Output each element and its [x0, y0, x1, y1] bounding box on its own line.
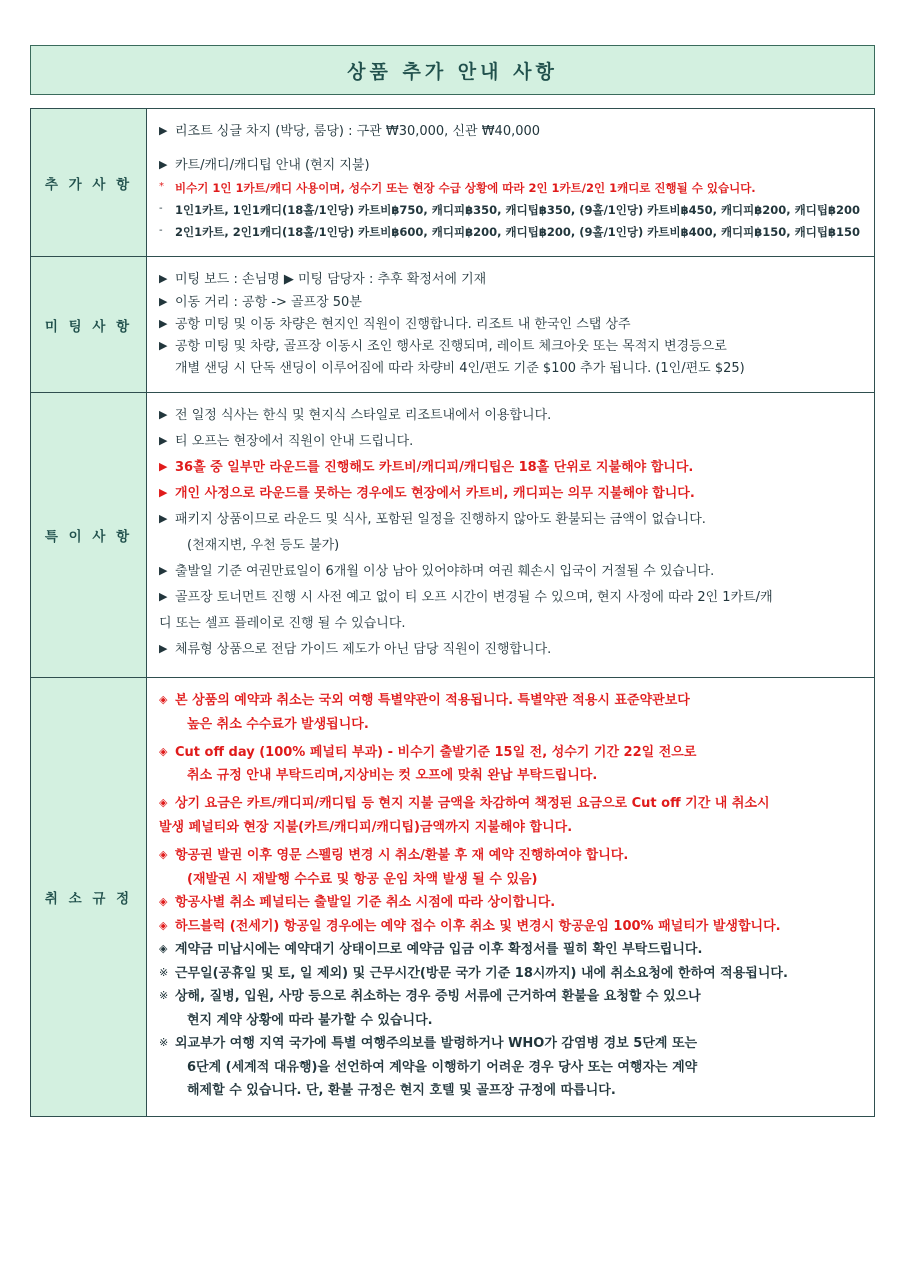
list-item-policy — [159, 892, 864, 913]
list-item-text: 공항 미팅 및 차량, 골프장 이동시 조인 행사로 진행되며, 레이트 체크아웃 또는 목적지 변경등으로 — [175, 338, 727, 354]
list-item-text: 해제할 수 있습니다. 단, 환불 규정은 현지 호텔 및 골프장 규정에 따릅니다. — [187, 1083, 616, 1099]
row-label-special-text: 특 이 사 항 — [44, 528, 133, 545]
list-item-continuation — [159, 765, 864, 786]
triangle-bullet-icon: ▶ — [159, 316, 168, 330]
dash-bullet-icon: - — [159, 225, 163, 237]
triangle-bullet-icon: ▶ — [159, 433, 168, 447]
list-item-continuation — [159, 535, 864, 556]
list-item-warning — [159, 457, 864, 478]
list-item-text: 취소 규정 안내 부탁드리며,지상비는 컷 오프에 맞춰 완납 부탁드립니다. — [187, 768, 598, 784]
reference-mark-icon: ※ — [159, 965, 169, 979]
list-item — [159, 121, 864, 142]
list-item-continuation — [159, 613, 864, 634]
list-item-text: 1인1카트, 1인1캐디(18홀/1인당) 카트비฿750, 캐디피฿350, 캐디팁฿350, (9홀/1인당) 카트비฿450, 캐디피฿200, 캐디팁฿200 — [175, 203, 860, 218]
list-item-text: 상기 요금은 카트/캐디피/캐디팁 등 현지 지불 금액을 차감하여 책정된 요금으로 Cut off 기간 내 취소시 — [175, 796, 770, 812]
triangle-bullet-icon: ▶ — [159, 338, 168, 352]
row-label-additional — [31, 109, 147, 256]
triangle-bullet-icon: ▶ — [159, 485, 168, 499]
list-item-text: 공항 미팅 및 이동 차량은 현지인 직원이 진행합니다. 리조트 내 한국인 스탭 상주 — [175, 316, 631, 332]
list-item — [159, 314, 864, 335]
list-item-note — [159, 986, 864, 1007]
triangle-bullet-icon: ▶ — [159, 511, 168, 525]
list-item-text: 현지 계약 상황에 따라 불가할 수 있습니다. — [187, 1012, 433, 1028]
list-item-continuation — [159, 1010, 864, 1031]
list-item — [159, 292, 864, 313]
list-item-text: 외교부가 여행 지역 국가에 특별 여행주의보를 발령하거나 WHO가 감염병 경보 5단계 또는 — [175, 1036, 698, 1052]
row-body-special — [147, 393, 874, 677]
row-body-meeting — [147, 257, 874, 391]
list-item-policy — [159, 939, 864, 960]
list-item-text: 계약금 미납시에는 예약대기 상태이므로 예약금 입금 이후 확정서를 필히 확인 부탁드립니다. — [175, 942, 703, 958]
list-item-text: Cut off day (100% 페널티 부과) - 비수기 출발기준 15일 전, 성수기 기간 22일 전으로 — [175, 744, 697, 760]
list-item-warning — [159, 178, 864, 198]
list-item-policy — [159, 742, 864, 763]
list-item — [159, 405, 864, 426]
document-title-banner — [30, 45, 875, 95]
list-item-text: 비수기 1인 1카트/캐디 사용이며, 성수기 또는 현장 수급 상황에 따라 2인 1카트/2인 1캐디로 진행될 수 있습니다. — [175, 181, 756, 196]
reference-mark-icon: ※ — [159, 989, 169, 1003]
list-item — [159, 561, 864, 582]
table-row-meeting — [31, 257, 874, 392]
list-item — [159, 431, 864, 452]
triangle-bullet-icon: ▶ — [159, 590, 168, 604]
list-item-continuation — [159, 1080, 864, 1101]
list-item-text: 상해, 질병, 입원, 사망 등으로 취소하는 경우 증빙 서류에 근거하여 환불을 요청할 수 있으나 — [175, 989, 701, 1005]
triangle-bullet-icon: ▶ — [159, 563, 168, 577]
diamond-bullet-icon: ◈ — [159, 918, 168, 932]
triangle-bullet-icon: ▶ — [159, 272, 168, 286]
row-label-additional-text: 추 가 사 항 — [44, 176, 133, 193]
triangle-bullet-icon: ▶ — [159, 459, 168, 473]
row-label-special — [31, 393, 147, 677]
list-item-text: 체류형 상품으로 전담 가이드 제도가 아닌 담당 직원이 진행합니다. — [175, 642, 552, 658]
triangle-bullet-icon: ▶ — [159, 158, 168, 172]
list-item-text: 본 상품의 예약과 취소는 국외 여행 특별약관이 적용됩니다. 특별약관 적용시 표준약관보다 — [175, 693, 690, 709]
information-table — [30, 108, 875, 1117]
list-item-policy — [159, 690, 864, 711]
list-item-text: 개인 사정으로 라운드를 못하는 경우에도 현장에서 카트비, 캐디피는 의무 지불해야 합니다. — [175, 485, 695, 501]
diamond-bullet-icon: ◈ — [159, 942, 168, 956]
list-item-text: 높은 취소 수수료가 발생됩니다. — [187, 716, 369, 732]
list-item-text: 골프장 토너먼트 진행 시 사전 예고 없이 티 오프 시간이 변경될 수 있으며, 현지 사정에 따라 2인 1카트/캐 — [175, 590, 773, 606]
list-item-policy — [159, 845, 864, 866]
list-item-text: (천재지변, 우천 등도 불가) — [187, 537, 340, 553]
diamond-bullet-icon: ◈ — [159, 847, 168, 861]
triangle-bullet-icon: ▶ — [159, 294, 168, 308]
list-item-fee — [159, 200, 864, 220]
list-item-text: (재발권 시 재발행 수수료 및 항공 운임 차액 발생 될 수 있음) — [187, 871, 538, 887]
triangle-bullet-icon: ▶ — [159, 642, 168, 656]
page-title: 상품 추가 안내 사항 — [347, 60, 558, 83]
triangle-bullet-icon: ▶ — [159, 407, 168, 421]
list-item-continuation — [159, 817, 864, 838]
list-item-continuation — [159, 869, 864, 890]
list-item — [159, 509, 864, 530]
list-item-text: 전 일정 식사는 한식 및 현지식 스타일로 리조트내에서 이용합니다. — [175, 407, 552, 423]
list-item-text: 하드블럭 (전세기) 항공일 경우에는 예약 접수 이후 취소 및 변경시 항공운임 100% 패널티가 발생합니다. — [175, 918, 781, 934]
table-row-additional — [31, 109, 874, 257]
list-item-text: 미팅 보드 : 손님명 ▶ 미팅 담당자 : 추후 확정서에 기재 — [175, 272, 487, 288]
spacer — [159, 144, 864, 155]
list-item-continuation — [159, 1057, 864, 1078]
list-item-text: 디 또는 셀프 플레이로 진행 될 수 있습니다. — [159, 616, 406, 632]
list-item — [159, 587, 864, 608]
list-item-text: 발생 페널티와 현장 지불(카트/캐디피/캐디팁)금액까지 지불해야 합니다. — [159, 819, 573, 835]
diamond-bullet-icon: ◈ — [159, 895, 168, 909]
list-item-text: 티 오프는 현장에서 직원이 안내 드립니다. — [175, 433, 414, 449]
diamond-bullet-icon: ◈ — [159, 693, 168, 707]
list-item-note — [159, 963, 864, 984]
list-item-text: 2인1카트, 2인1캐디(18홀/1인당) 카트비฿600, 캐디피฿200, 캐디팁฿200, (9홀/1인당) 카트비฿400, 캐디피฿150, 캐디팁฿150 — [175, 225, 860, 240]
table-row-cancellation — [31, 678, 874, 1116]
list-item — [159, 155, 864, 176]
list-item-continuation — [159, 358, 864, 379]
row-label-cancellation — [31, 678, 147, 1116]
row-body-additional — [147, 109, 874, 256]
row-label-cancellation-text: 취 소 규 정 — [44, 891, 133, 908]
row-body-cancellation — [147, 678, 874, 1116]
dash-bullet-icon: - — [159, 203, 163, 215]
reference-mark-icon: ※ — [159, 1036, 169, 1050]
triangle-bullet-icon: ▶ — [159, 124, 168, 137]
list-item-fee — [159, 222, 864, 242]
table-row-special — [31, 393, 874, 678]
list-item-continuation — [159, 714, 864, 735]
list-item-text: 항공사별 취소 페널티는 출발일 기준 취소 시점에 따라 상이합니다. — [175, 895, 556, 911]
row-label-meeting-text: 미 팅 사 항 — [44, 318, 133, 335]
list-item-text: 근무일(공휴일 및 토, 일 제외) 및 근무시간(방문 국가 기준 18시까지) 내에 취소요청에 한하여 적용됩니다. — [175, 965, 788, 981]
asterisk-bullet-icon: * — [159, 181, 164, 193]
list-item-text: 개별 샌딩 시 단독 샌딩이 이루어짐에 따라 차량비 4인/편도 기준 $100 추가 됩니다. (1인/편도 $25) — [175, 360, 745, 376]
list-item-policy — [159, 916, 864, 937]
list-item-text: 이동 거리 : 공항 -> 골프장 50분 — [175, 294, 362, 310]
list-item — [159, 639, 864, 660]
list-item-note — [159, 1033, 864, 1054]
list-item-text: 36홀 중 일부만 라운드를 진행해도 카트비/캐디피/캐디팁은 18홀 단위로 지불해야 합니다. — [175, 459, 694, 475]
list-item-text: 패키지 상품이므로 라운드 및 식사, 포함된 일정을 진행하지 않아도 환불되는 금액이 없습니다. — [175, 511, 706, 527]
list-item-text: 항공권 발권 이후 영문 스펠링 변경 시 취소/환불 후 재 예약 진행하여야 합니다. — [175, 847, 629, 863]
diamond-bullet-icon: ◈ — [159, 796, 168, 810]
list-item-text: 카트/캐디/캐디팁 안내 (현지 지불) — [175, 158, 370, 174]
list-item — [159, 336, 864, 357]
list-item-policy — [159, 793, 864, 814]
diamond-bullet-icon: ◈ — [159, 744, 168, 758]
row-label-meeting — [31, 257, 147, 391]
list-item-text: 6단계 (세계적 대유행)을 선언하여 계약을 이행하기 어려운 경우 당사 또는 여행자는 계약 — [187, 1059, 698, 1075]
list-item — [159, 269, 864, 290]
list-item-text: 출발일 기준 여권만료일이 6개월 이상 남아 있어야하며 여권 훼손시 입국이 거절될 수 있습니다. — [175, 563, 715, 579]
list-item-text: 리조트 싱글 차지 (박당, 룸당) : 구관 ₩30,000, 신관 ₩40,000 — [175, 124, 541, 139]
list-item-warning — [159, 483, 864, 504]
